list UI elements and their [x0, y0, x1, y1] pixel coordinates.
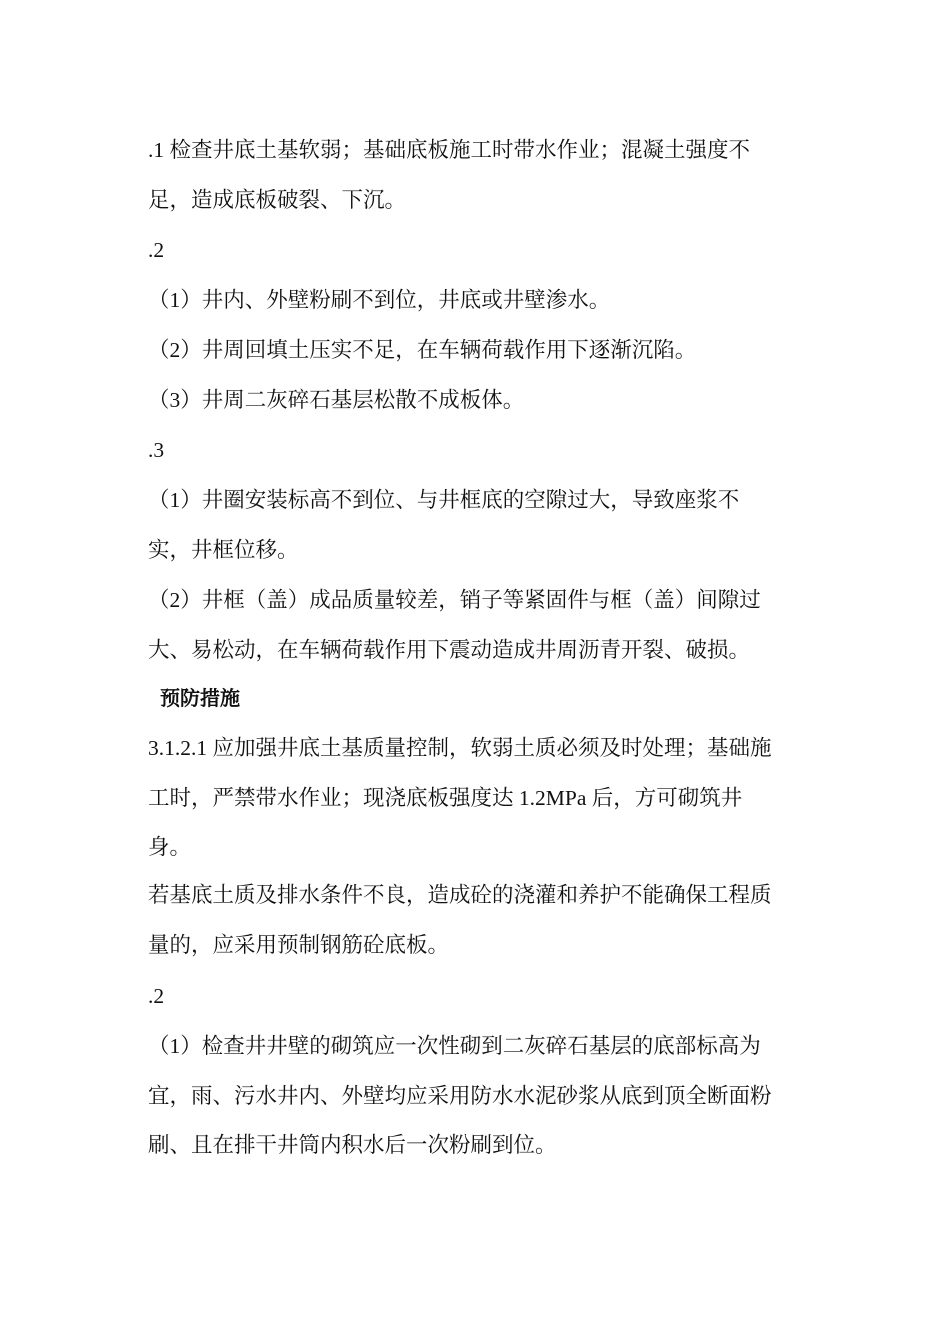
- prevention-1-line-1: 3.1.2.1 应加强井底土基质量控制，软弱土质必须及时处理；基础施: [148, 736, 772, 760]
- prevention-1-line-3: 身。: [148, 835, 192, 859]
- prevention-1b-line-1: 若基底土质及排水条件不良，造成砼的浇灌和养护不能确保工程质: [148, 883, 772, 907]
- section-heading-prevention: 预防措施: [160, 688, 240, 710]
- cause-2-item-3: （3）井周二灰碎石基层松散不成板体。: [148, 388, 525, 412]
- section-number: .2: [148, 238, 165, 262]
- prevention-2-item-1-line-1: （1）检查井井壁的砌筑应一次性砌到二灰碎石基层的底部标高为: [148, 1034, 761, 1058]
- cause-3-item-2-line-1: （2）井框（盖）成品质量较差，销子等紧固件与框（盖）间隙过: [148, 588, 761, 612]
- cause-3-item-1-line-2: 实，井框位移。: [148, 538, 299, 562]
- cause-3-item-1-line-1: （1）井圈安装标高不到位、与井框底的空隙过大，导致座浆不: [148, 488, 740, 512]
- prevention-2-item-1-line-3: 刷、且在排干井筒内积水后一次粉刷到位。: [148, 1133, 557, 1157]
- cause-2-item-1: （1）井内、外壁粉刷不到位，井底或井壁渗水。: [148, 288, 611, 312]
- cause-2-item-2: （2）井周回填土压实不足，在车辆荷载作用下逐渐沉陷。: [148, 338, 697, 362]
- section-number: .3: [148, 438, 165, 462]
- cause-1-line-1: .1 检查井底土基软弱；基础底板施工时带水作业；混凝土强度不: [148, 138, 751, 162]
- prevention-1-line-2: 工时，严禁带水作业；现浇底板强度达 1.2MPa 后，方可砌筑井: [148, 786, 743, 810]
- section-number: .2: [148, 984, 165, 1008]
- prevention-2-item-1-line-2: 宜，雨、污水井内、外壁均应采用防水水泥砂浆从底到顶全断面粉: [148, 1084, 772, 1108]
- prevention-1b-line-2: 量的，应采用预制钢筋砼底板。: [148, 933, 450, 957]
- cause-3-item-2-line-2: 大、易松动，在车辆荷载作用下震动造成井周沥青开裂、破损。: [148, 638, 751, 662]
- cause-1-line-2: 足，造成底板破裂、下沉。: [148, 188, 407, 212]
